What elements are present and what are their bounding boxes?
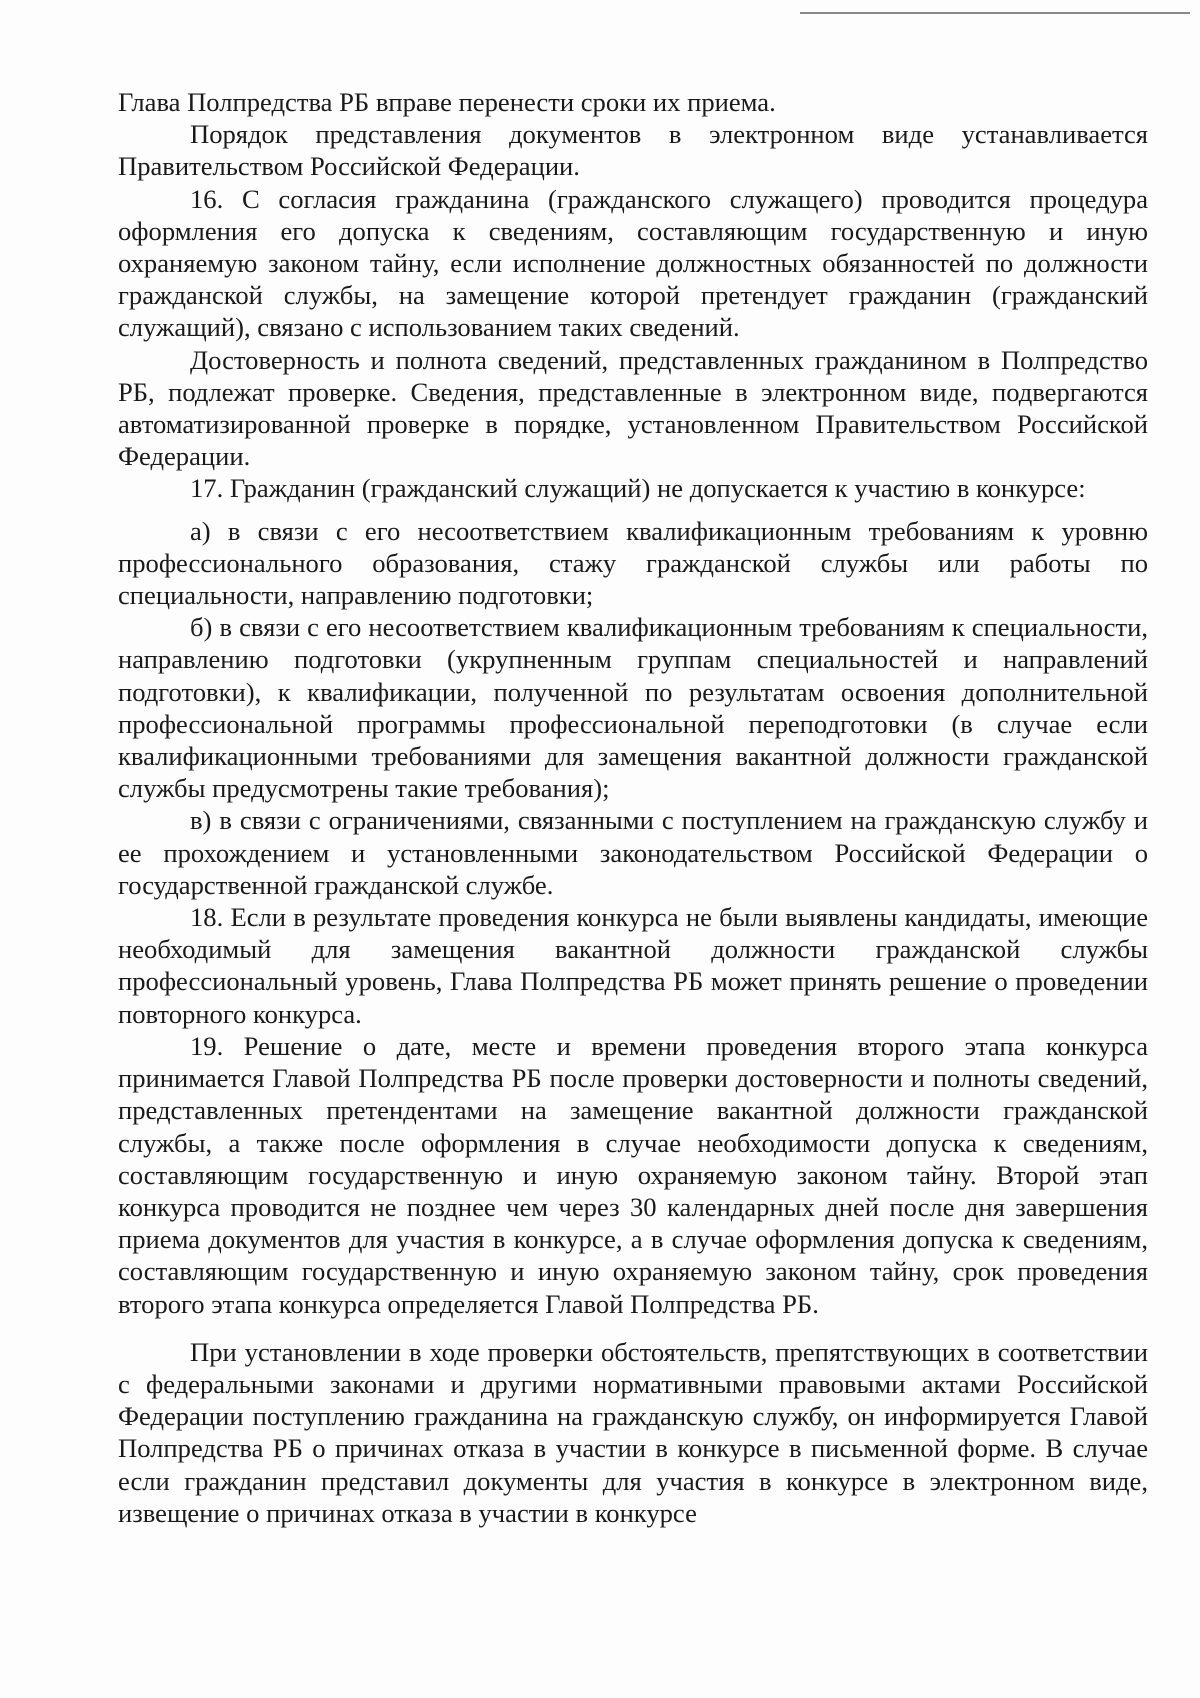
paragraph-18: 18. Если в результате проведения конкурса не были выявлены кандидаты, имеющие необходимый для замещения вакантной должности гражданской службы профессиональный уровень, Глава Полпредства РБ может принять решение о проведении повторного конкурса. <box>118 902 1148 1029</box>
paragraph-refusal-notice: При установлении в ходе проверки обстоятельств, препятствующих в соответствии с федеральными законами и другими нормативными правовыми актами Российской Федерации поступлению гражданина на гражданскую службу, он информируется Главой Полпредства РБ о причинах отказа в участии в конкурсе в письменной форме. В случае если гражданин представил документы для участия в конкурсе в электронном виде, извещение о причинах отказа в участии в конкурсе <box>118 1336 1148 1528</box>
document-body <box>118 86 1148 1529</box>
paragraph-17-b: б) в связи с его несоответствием квалификационным требованиям к специальности, направлению подготовки (укрупненным группам специальностей и направлений подготовки), к квалификации, полученной по результатам освоения дополнительной профессиональной программы профессиональной переподготовки (в случае если квалификационными требованиями для замещения вакантной должности гражданской службы предусмотрены такие требования); <box>118 612 1148 804</box>
header-rule <box>800 12 1190 14</box>
paragraph-verification: Достоверность и полнота сведений, представленных гражданином в Полпредство РБ, подлежат проверке. Сведения, представленные в электронном виде, подвергаются автоматизированной проверке в порядке, установленном Правительством Российской Федерации. <box>118 344 1148 472</box>
paragraph-continuation: Глава Полпредства РБ вправе перенести сроки их приема. <box>118 87 776 117</box>
paragraph-electronic-order: Порядок представления документов в электронном виде устанавливается Правительством Российской Федерации. <box>118 119 1148 182</box>
paragraph-17-v: в) в связи с ограничениями, связанными с поступлением на гражданскую службу и ее прохождением и установленными законодательством Российской Федерации о государственной гражданской службе. <box>118 805 1148 900</box>
paragraph-17-a: а) в связи с его несоответствием квалификационным требованиям к уровню профессионального образования, стажу гражданской службы или работы по специальности, направлению подготовки; <box>118 515 1148 611</box>
paragraph-17: 17. Гражданин (гражданский служащий) не допускается к участию в конкурсе: <box>190 473 1086 504</box>
paragraph-19: 19. Решение о дате, месте и времени проведения второго этапа конкурса принимается Главой Полпредства РБ после проверки достоверности и полноты сведений, представленных претендентами на замещение вакантной должности гражданской службы, а также после оформления в случае необходимости допуска к сведениям, составляющим государственную и иную охраняемую законом тайну. Второй этап конкурса проводится не позднее чем через 30 календарных дней после дня завершения приема документов для участия в конкурсе, а в случае оформления допуска к сведениям, составляющим государственную и иную охраняемую законом тайну, срок проведения второго этапа конкурса определяется Главой Полпредства РБ. <box>118 1030 1148 1319</box>
paragraph-16: 16. С согласия гражданина (гражданского служащего) проводится процедура оформления его допуска к сведениям, составляющим государственную и иную охраняемую законом тайну, если исполнение должностных обязанностей по должности гражданской службы, на замещение которой претендует гражданин (гражданский служащий), связано с использованием таких сведений. <box>118 183 1148 343</box>
